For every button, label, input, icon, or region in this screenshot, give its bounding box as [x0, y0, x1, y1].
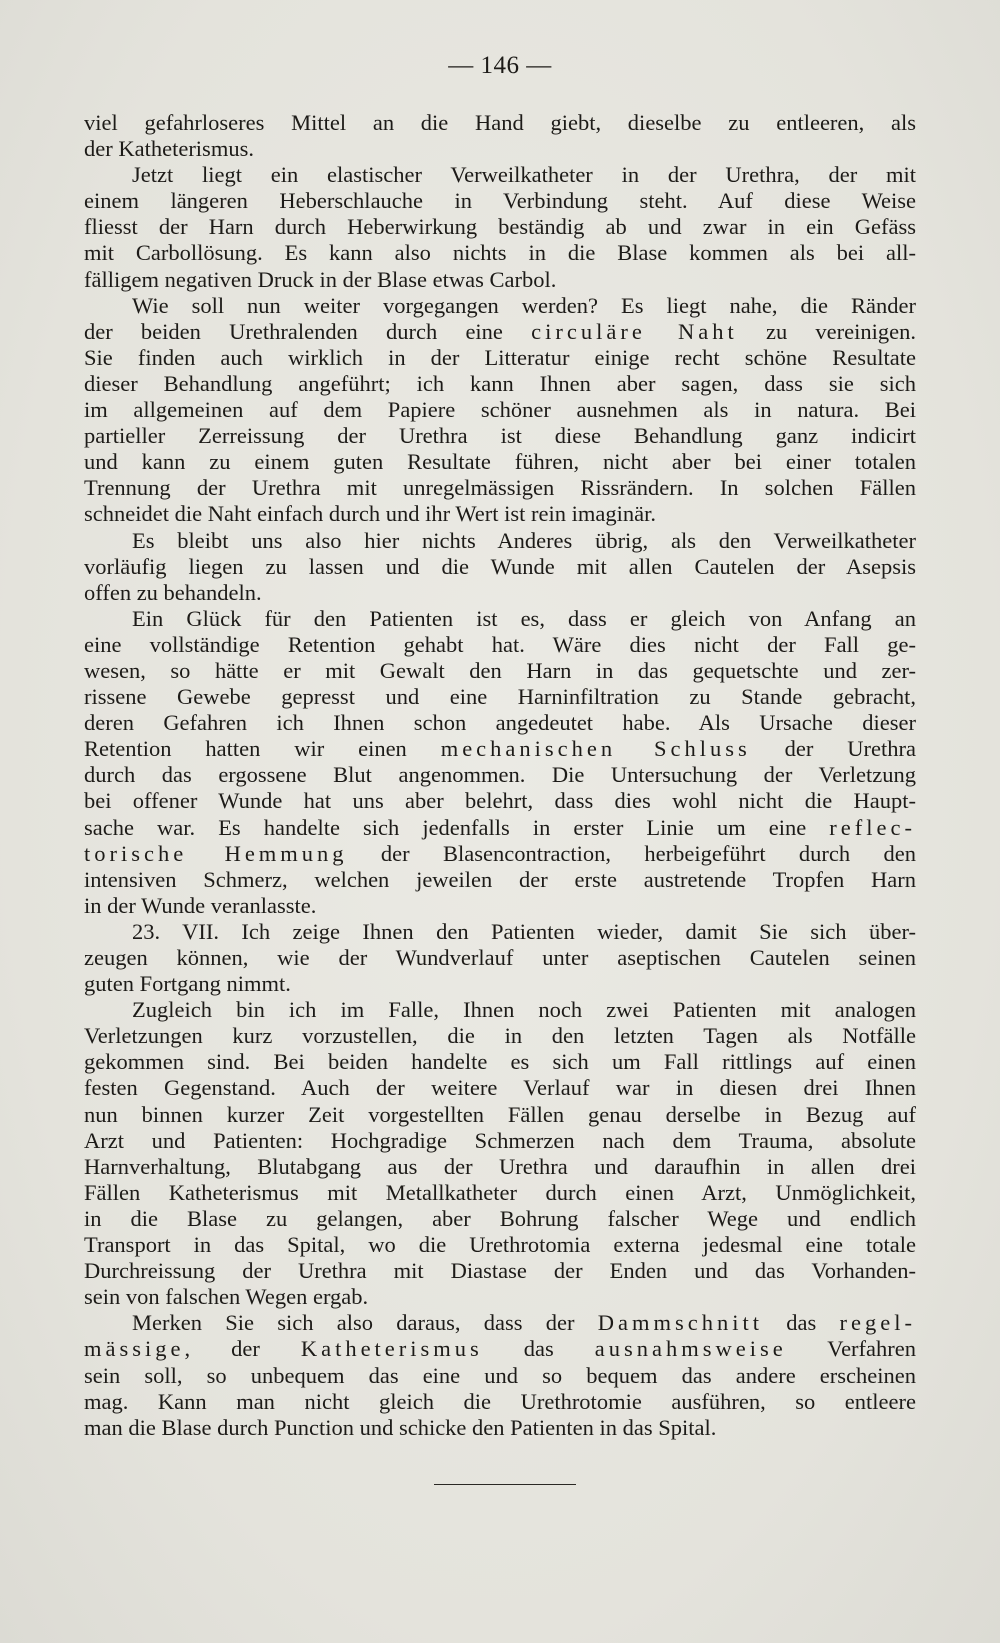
text-line: [84, 267, 916, 293]
text-line: [84, 815, 916, 841]
text-line: [84, 345, 916, 371]
emphasized-text: mechanischen Schluss: [440, 736, 751, 762]
text-segment: wesen, so hätte er mit Gewalt den Harn in das gequetschte und zer-: [84, 657, 916, 683]
text-segment: das: [763, 1310, 840, 1336]
text-segment: zeugen können, wie der Wundverlauf unter aseptischen Cautelen seinen: [84, 945, 916, 970]
text-segment: der Blasencontraction, herbeigeführt durch den: [347, 840, 916, 866]
text-segment: nun binnen kurzer Zeit vorgestellten Fällen genau derselbe in Bezug auf: [84, 1101, 916, 1127]
text-line: [84, 371, 916, 397]
text-line: [84, 841, 916, 867]
text-line: [84, 867, 916, 893]
text-line: [84, 945, 916, 971]
text-segment: Retention hatten wir einen: [84, 736, 441, 762]
emphasized-text: torische Hemmung: [84, 840, 348, 866]
text-line: [84, 1206, 916, 1232]
text-segment: viel gefahrloseres Mittel an die Hand giebt, dieselbe zu entleeren, als: [84, 110, 916, 135]
emphasized-text: mässige: [84, 1336, 185, 1362]
footer-rule: [434, 1484, 576, 1485]
text-line: [84, 110, 916, 136]
text-line: [84, 501, 916, 527]
text-line: [84, 423, 916, 449]
text-segment: der Urethra: [750, 736, 916, 762]
text-segment: gekommen sind. Bei beiden handelte es sich um Fall rittlings auf einen: [84, 1049, 916, 1075]
text-line: [84, 893, 916, 919]
text-line: [84, 1023, 916, 1049]
text-line: [84, 710, 916, 736]
text-segment: Arzt und Patienten: Hochgradige Schmerzen nach dem Trauma, absolute: [84, 1127, 916, 1153]
text-line: [84, 1180, 916, 1206]
text-line: [84, 1154, 916, 1180]
text-line: [84, 606, 916, 632]
text-line: [84, 554, 916, 580]
text-line: [84, 1102, 916, 1128]
text-segment: mit Carbollösung. Es kann also nichts in die Blase kommen als bei all-: [84, 240, 916, 266]
text-line: [84, 919, 916, 945]
text-segment: sache war. Es handelte sich jedenfalls in erster Linie um eine: [84, 814, 830, 840]
emphasized-text: Dammschnitt: [597, 1310, 764, 1336]
text-line: [84, 632, 916, 658]
text-segment: und kann zu einem guten Resultate führen, nicht aber bei einer totalen: [84, 449, 916, 475]
text-segment: guten Fortgang nimmt.: [84, 971, 291, 997]
body-text: [84, 110, 916, 1441]
text-line: [84, 188, 916, 214]
page-number: — 146 —: [448, 52, 552, 79]
text-segment: Fällen Katheterismus mit Metallkatheter durch einen Arzt, Unmöglichkeit,: [84, 1179, 916, 1205]
text-segment: fälligem negativen Druck in der Blase etwas Carbol.: [84, 266, 557, 292]
text-line: [84, 162, 916, 188]
text-line: [84, 449, 916, 475]
text-segment: vorläufig liegen zu lassen und die Wunde mit allen Cautelen der Asepsis: [84, 553, 916, 579]
text-line: [84, 1415, 916, 1441]
emphasized-text: ausnahmsweise: [594, 1336, 787, 1362]
text-line: [84, 214, 916, 240]
text-line: [84, 1232, 916, 1258]
text-line: [84, 293, 916, 319]
text-segment: Jetzt liegt ein elastischer Verweilkatheter in der Urethra, der mit: [132, 162, 916, 188]
text-segment: fliesst der Harn durch Heberwirkung beständig ab und zwar in ein Gefäss: [84, 214, 916, 240]
text-segment: in die Blase zu gelangen, aber Bohrung falscher Wege und endlich: [84, 1205, 916, 1231]
text-segment: Trennung der Urethra mit unregelmässigen Rissrändern. In solchen Fällen: [84, 475, 916, 501]
text-segment: das: [482, 1336, 595, 1362]
text-line: [84, 1363, 916, 1389]
text-segment: schneidet die Naht einfach durch und ihr Wert ist rein imaginär.: [84, 501, 656, 527]
text-line: [84, 528, 916, 554]
text-line: [84, 475, 916, 501]
text-line: [84, 319, 916, 345]
emphasized-text: circuläre Naht: [531, 318, 738, 344]
text-line: [84, 1336, 916, 1362]
text-line: [84, 1049, 916, 1075]
text-segment: Wie soll nun weiter vorgegangen werden? Es liegt nahe, die Ränder: [132, 292, 916, 318]
text-segment: Verletzungen kurz vorzustellen, die in den letzten Tagen als Notfälle: [84, 1023, 916, 1049]
text-line: [84, 684, 916, 710]
text-segment: Merken Sie sich also daraus, dass der: [132, 1310, 598, 1336]
text-segment: partieller Zerreissung der Urethra ist diese Behandlung ganz indicirt: [84, 423, 916, 449]
text-line: [84, 762, 916, 788]
text-segment: intensiven Schmerz, welchen jeweilen der erste austretende Tropfen Harn: [84, 866, 916, 892]
text-segment: Zugleich bin ich im Falle, Ihnen noch zwei Patienten mit analogen: [132, 997, 916, 1023]
text-segment: 23. VII. Ich zeige Ihnen den Patienten wieder, damit Sie sich über-: [132, 918, 916, 944]
text-line: [84, 1389, 916, 1415]
text-segment: einem längeren Heberschlauche in Verbindung steht. Auf diese Weise: [84, 188, 916, 214]
text-line: [84, 1075, 916, 1101]
text-line: [84, 240, 916, 266]
text-line: [84, 1258, 916, 1284]
text-line: [84, 1284, 916, 1310]
text-segment: in der Wunde veranlasste.: [84, 892, 317, 918]
text-line: [84, 1128, 916, 1154]
text-segment: zu vereinigen.: [737, 318, 917, 344]
text-segment: Verfahren: [786, 1336, 917, 1362]
text-segment: der Katheterismus.: [84, 136, 254, 162]
text-segment: bei offener Wunde hat uns aber belehrt, dass dies wohl nicht die Haupt-: [84, 788, 916, 814]
emphasized-text: Katheterismus: [300, 1336, 483, 1362]
text-segment: Es bleibt uns also hier nichts Anderes übrig, als den Verweilkatheter: [132, 527, 916, 553]
text-segment: deren Gefahren ich Ihnen schon angedeutet habe. Als Ursache dieser: [84, 710, 916, 736]
text-segment: Durchreissung der Urethra mit Diastase der Enden und das Vorhanden-: [84, 1258, 916, 1284]
text-segment: Harnverhaltung, Blutabgang aus der Urethra und daraufhin in allen drei: [84, 1153, 916, 1179]
text-line: [84, 658, 916, 684]
text-line: [84, 736, 916, 762]
text-segment: mag. Kann man nicht gleich die Urethrotomie ausführen, so entleere: [84, 1388, 916, 1414]
text-line: [84, 1310, 916, 1336]
text-line: [84, 136, 916, 162]
text-segment: Ein Glück für den Patienten ist es, dass er gleich von Anfang an: [132, 605, 916, 631]
text-segment: durch das ergossene Blut angenommen. Die Untersuchung der Verletzung: [84, 762, 916, 788]
text-segment: man die Blase durch Punction und schicke den Patienten in das Spital.: [84, 1414, 717, 1440]
text-segment: festen Gegenstand. Auch der weitere Verlauf war in diesen drei Ihnen: [84, 1075, 916, 1101]
text-segment: rissene Gewebe gepresst und eine Harninfiltration zu Stande gebracht,: [84, 684, 916, 710]
text-segment: Transport in das Spital, wo die Urethrotomia externa jedesmal eine totale: [84, 1232, 916, 1258]
text-segment: offen zu behandeln.: [84, 579, 262, 605]
text-line: [84, 997, 916, 1023]
text-line: [84, 788, 916, 814]
text-line: [84, 397, 916, 423]
text-segment: sein soll, so unbequem das eine und so bequem das andere erscheinen: [84, 1362, 916, 1388]
text-segment: , der: [184, 1336, 301, 1362]
text-segment: der beiden Urethralenden durch eine: [84, 318, 532, 344]
text-segment: im allgemeinen auf dem Papiere schöner ausnehmen als in natura. Bei: [84, 397, 916, 423]
text-segment: sein von falschen Wegen ergab.: [84, 1284, 369, 1310]
emphasized-text: reflec-: [829, 814, 916, 840]
text-line: [84, 580, 916, 606]
text-line: [84, 971, 916, 997]
emphasized-text: regel-: [839, 1310, 916, 1336]
text-segment: eine vollständige Retention gehabt hat. Wäre dies nicht der Fall ge-: [84, 631, 916, 657]
text-segment: dieser Behandlung angeführt; ich kann Ihnen aber sagen, dass sie sich: [84, 370, 916, 396]
text-segment: Sie finden auch wirklich in der Litteratur einige recht schöne Resultate: [84, 344, 916, 370]
